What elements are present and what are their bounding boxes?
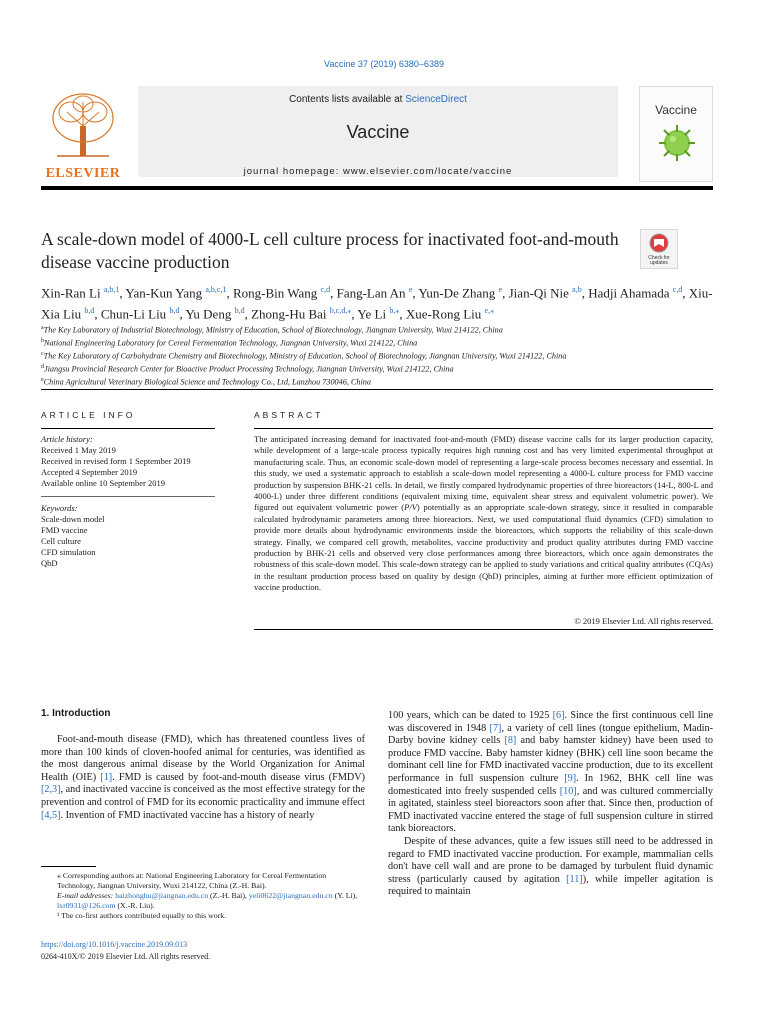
article-history [41, 434, 221, 489]
affiliation-text: Jiangsu Provincial Research Center for Bioactive Product Processing Technology, Jiangnan University, Wuxi 214122, China [44, 364, 454, 374]
author-name[interactable]: Zhong-Hu Bai [251, 306, 327, 322]
body-text: , and inactivated vaccine is conceived as the most effective strategy for the prevention and control of FMD for its economic practicality and immune effect [41, 784, 365, 808]
author-name[interactable]: Chun-Li Liu [100, 306, 167, 322]
affiliation [41, 349, 711, 362]
author-name[interactable]: Xiu-Xia Liu [41, 285, 713, 322]
body-column-left [41, 734, 365, 822]
citation-link[interactable]: [9] [564, 772, 577, 784]
author-affiliation-marker[interactable]: b,⁎ [389, 306, 400, 316]
journal-cover[interactable] [639, 86, 713, 182]
abstract-part-1: The anticipated increasing demand for inactivated foot-and-mouth (FMD) disease vaccine calls for its larger production capacity, while development of a large-scale process typically requires high running cost and has very limited experimental throughput at manufacturing scale. Thus, an economic scale-down model of representing a large-scale process becomes necessary and essential. In this study, we used a systematic approach to establish a scale-down model representing a 4000-L culture process for FMD vaccine production by suspension BHK-21 cells. In detail, we firstly compared hydrodynamic properties of three bioreactors (14-L, 800-L and 4000-L) under three different conditions (equivalent mixing time, equivalent shear stress and equivalent volumetric power). We figured out equivalent volumetric power ( [254, 434, 713, 513]
keyword: Cell culture [41, 536, 81, 546]
citation-link[interactable]: [6] [552, 710, 565, 721]
email-label: E-mail addresses: [57, 891, 116, 900]
body-text: ), while impeller agitation is required to maintain [388, 873, 713, 898]
article-info-heading: ARTICLE INFO [41, 410, 136, 420]
body-text: . FMD is caused by foot-and-mouth disease virus (FMDV) [112, 771, 365, 783]
doi-link[interactable]: https://doi.org/10.1016/j.vaccine.2019.09.013 [41, 940, 188, 949]
journal-homepage[interactable]: journal homepage: www.elsevier.com/locate/vaccine [243, 166, 513, 177]
crossmark-label-line1: Check for [648, 255, 670, 261]
email-link[interactable]: yeli0622@jiangnan.edu.cn [248, 891, 333, 900]
author-name[interactable]: Xue-Rong Liu [405, 306, 482, 322]
keyword: CFD simulation [41, 547, 96, 557]
email-addresses [41, 891, 365, 911]
body-column-right [388, 710, 713, 899]
body-text: Despite of these advances, quite a few issues still need to be addressed in regard to FMD inactivated vaccine production. For example, mammalian cells don't have cell wall and are prone to be damaged by turbulent fluid dynamic stress (particularly caused by agitation [388, 835, 713, 885]
author-name[interactable]: Jian-Qi Nie [508, 285, 569, 301]
abstract-copyright: © 2019 Elsevier Ltd. All rights reserved. [574, 616, 713, 626]
crossmark-label [641, 256, 677, 266]
author-affiliation-marker[interactable]: e [408, 285, 413, 294]
keyword: QbD [41, 558, 58, 568]
body-text: , a variety of cell lines (tongue epithelium, Madin-Darby bovine kidney cells [388, 722, 713, 747]
history-item: Received 1 May 2019 [41, 445, 116, 455]
affiliation [41, 362, 711, 375]
body-paragraph [388, 710, 713, 836]
author-affiliation-marker[interactable]: c,d [672, 285, 683, 294]
affiliation [41, 323, 711, 336]
author-name[interactable]: Ye Li [357, 306, 387, 322]
crossmark-icon [641, 230, 677, 256]
corresponding-author-note: ⁎ Corresponding authors at: National Engineering Laboratory for Cereal Fermentation Technology, Jiangnan University, Wuxi 214122, China (Z.-H. Bai). [57, 871, 327, 890]
email-link[interactable]: baizhonghu@jiangnan.edu.cn [115, 891, 209, 900]
affiliation-key: e [41, 376, 44, 383]
author-affiliation-marker[interactable]: b,c,d,⁎ [329, 306, 352, 316]
affiliation-rule [41, 389, 713, 390]
citation-link[interactable]: [2,3] [41, 784, 61, 796]
keywords-rule [41, 496, 215, 497]
body-text: 100 years, which can be dated to 1925 [388, 710, 553, 721]
history-item: Available online 10 September 2019 [41, 478, 166, 488]
body-text: and baby hamster kidney) have been used to produce FMD vaccine. Baby hamster kidney (BHK) cell line soon became the dominant cell line for FMD inactivated vaccine production, due to its excellent performance in full suspension culture [388, 735, 713, 784]
footnotes [41, 871, 365, 921]
journal-masthead [41, 86, 713, 186]
author-affiliation-marker[interactable]: a,b [572, 285, 582, 294]
journal-banner [138, 86, 618, 177]
body-text: . Since the first continuous cell line was discovered in 1948 [388, 710, 713, 734]
article-title: A scale-down model of 4000-L cell culture process for inactivated foot-and-mouth disease vaccine production [41, 229, 619, 272]
affiliation-text: China Agricultural Veterinary Biological Science and Technology Co., Ltd, Lanzhou 730046, China [43, 377, 371, 387]
elsevier-tree-icon [47, 90, 119, 160]
footnote-text: (X.-R. Liu). [115, 901, 155, 910]
footnote-text: (Z.-H. Bai), [208, 891, 249, 900]
email-link[interactable]: lxr0931@126.com [57, 901, 116, 910]
author-affiliation-marker[interactable]: b,d [234, 306, 245, 316]
affiliation-key: d [41, 363, 44, 370]
author-name[interactable]: Fang-Lan An [336, 285, 406, 301]
section-heading-introduction: 1. Introduction [41, 708, 111, 719]
elsevier-wordmark: ELSEVIER [45, 166, 121, 181]
virus-icon [657, 123, 697, 163]
citation-link[interactable]: [4,5] [41, 809, 61, 821]
affiliation [41, 336, 711, 349]
body-text: . Invention of FMD inactivated vaccine has a history of nearly [60, 809, 315, 821]
abstract-rule [254, 428, 713, 429]
abstract-heading: ABSTRACT [254, 410, 324, 420]
elsevier-logo[interactable] [41, 86, 125, 182]
author-name[interactable]: Yan-Kun Yang [125, 285, 203, 301]
affiliation-list [41, 323, 711, 388]
affiliation [41, 375, 711, 388]
history-item: Received in revised form 1 September 2019 [41, 456, 191, 466]
abstract-pv-symbol: P/V [404, 502, 417, 513]
affiliation-text: The Key Laboratory of Carbohydrate Chemistry and Biotechnology, Ministry of Education, School of Biotechnology, Jiangnan University, Wuxi 214122, China [43, 351, 567, 361]
contents-line [138, 94, 618, 105]
footnote-text: (Y. Li), [332, 891, 358, 900]
keyword-list [41, 503, 221, 569]
abstract-end-rule [254, 629, 713, 630]
abstract-part-2: ) potentially as an appropriate scale-down strategy, since it resulted in comparable calculated hydrodynamic parameters among three bioreactors. Next, we used computational fluid dynamics (CFD) simulation to provide more details about hydrodynamic environments inside the bioreactors, which supports the reliability of this scale-down strategy. Finally, we compared cell growth, metabolites, vaccine productivity and product quality attributes during FMD vaccine production by BHK-21 cells and observed very close performances among three bioreactors, which once again demonstrates the robustness of this scale-down model. This scale-down strategy can be applied to study variations and critical quality attributes (CQAs) in the resultant production process based on quality by design (QbD) principles, aiming at further more efficient optimization of vaccine production. [254, 502, 713, 593]
equal-contribution-note: ¹ The co-first authors contributed equally to this work. [57, 911, 227, 920]
citation-link[interactable]: [8] [504, 735, 517, 747]
citation-link[interactable]: [10] [559, 785, 577, 797]
affiliation-key: b [41, 337, 44, 344]
affiliation-key: c [41, 350, 44, 357]
citation-link[interactable]: [11] [566, 873, 583, 885]
journal-citation[interactable]: Vaccine 37 (2019) 6380–6389 [324, 59, 444, 69]
header-rule [41, 186, 713, 190]
author-affiliation-marker[interactable]: a,b,1 [103, 285, 120, 294]
sciencedirect-link[interactable]: ScienceDirect [405, 94, 467, 105]
keyword: Scale-down model [41, 514, 105, 524]
author-list: Xin-Ran Li $^{a,b,1}$, Yan-Kun Yang $^{a,b,c,1}$, Rong-Bin Wang $^{c,d}$, Fang-Lan An $^e$, Yun-De Zhang $^e$, Jian-Qi Nie $^{a,b}$, Hadji Ahamada $^{c,d}$, Xiu-Xia Liu $^{b,d}$, Chun-Li Liu $^{b,d}$, Yu Deng $^{b,d}$, Zhong-Hu Bai $^{b,c,d,⁎}$, Ye Li $^{b,⁎}$, Xue-Rong Liu $^{e,⁎}$ [41, 285, 713, 322]
body-text: , and was cultured commercially in agitated, stainless steel bioreactors soon after that. Since then, production of FMD inactivated vaccine entered the stage of full suspension culture in stirred tank bioreactors. [388, 785, 713, 835]
body-text: . In 1962, BHK cell line was domesticated into freely suspended cells [388, 772, 713, 797]
footnote-rule [41, 866, 96, 867]
author-affiliation-marker[interactable]: b,d [169, 306, 180, 316]
crossmark-label-line2: updates [650, 260, 668, 266]
author-affiliation-marker[interactable]: a,b,c,1 [205, 285, 227, 294]
author-affiliation-marker[interactable]: c,d [320, 285, 331, 294]
citation-link[interactable]: [7] [489, 722, 502, 734]
crossmark-badge[interactable] [640, 229, 678, 269]
affiliation-key: a [41, 325, 44, 331]
issn-copyright: 0264-410X/© 2019 Elsevier Ltd. All rights reserved. [41, 952, 211, 961]
affiliation-text: National Engineering Laboratory for Cereal Fermentation Technology, Jiangnan University, Wuxi 214122, China [44, 338, 418, 348]
author-name[interactable]: Rong-Bin Wang [232, 285, 318, 301]
author-name[interactable]: Xin-Ran Li [41, 285, 101, 301]
abstract-text [254, 434, 713, 594]
history-label: Article history: [41, 434, 93, 444]
keyword: FMD vaccine [41, 525, 88, 535]
cover-title: Vaccine [655, 103, 697, 117]
author-name[interactable]: Hadji Ahamada [588, 285, 670, 301]
contents-prefix: Contents lists available at [289, 94, 406, 105]
author-affiliation-marker[interactable]: b,d [84, 306, 95, 316]
body-text: Foot-and-mouth disease (FMD), which has threatened countless lives of more than 100 kinds of cloven-hoofed animal for centuries, was identified as the most dangerous animal disease by the World Organization for Animal Health (OIE) [41, 734, 365, 783]
body-paragraph [388, 836, 713, 899]
affiliation-text: The Key Laboratory of Industrial Biotechnology, Ministry of Education, School of Biotechnology, Jiangnan University, Wuxi 214122, China [43, 325, 503, 335]
author-name[interactable]: Yu Deng [185, 306, 232, 322]
citation-link[interactable]: [1] [100, 771, 113, 783]
history-item: Accepted 4 September 2019 [41, 467, 138, 477]
author-name[interactable]: Yun-De Zhang [418, 285, 496, 301]
keywords-label: Keywords: [41, 503, 78, 513]
article-info-rule [41, 428, 215, 429]
author-affiliation-marker[interactable]: e,⁎ [484, 306, 495, 316]
author-affiliation-marker[interactable]: e [498, 285, 503, 294]
journal-title: Vaccine [346, 122, 410, 142]
